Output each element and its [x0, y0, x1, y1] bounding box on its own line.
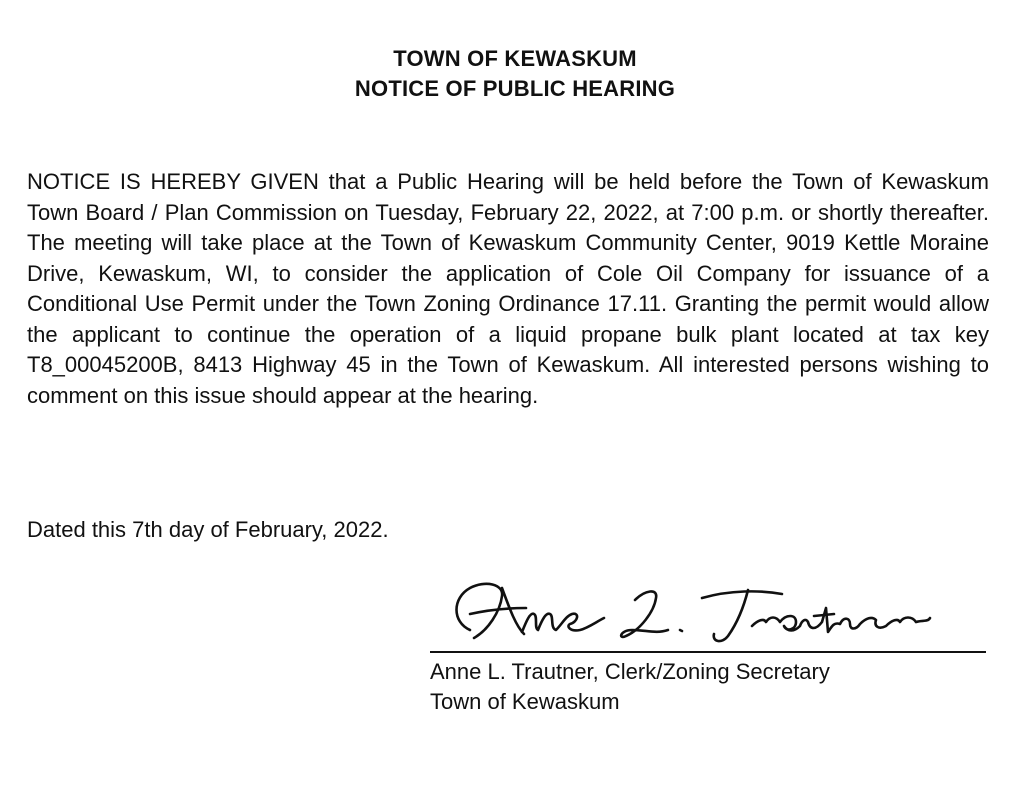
signer-organization: Town of Kewaskum	[430, 689, 620, 714]
town-title: TOWN OF KEWASKUM	[393, 46, 637, 71]
signature-line	[430, 651, 986, 653]
signer-block	[430, 657, 830, 717]
notice-title: NOTICE OF PUBLIC HEARING	[354, 76, 676, 101]
notice-body: NOTICE IS HEREBY GIVEN that a Public Hearing will be held before the Town of Kewaskum Town Board / Plan Commission on Tuesday, February 22, 2022, at 7:00 p.m. or shortly thereafter. The meeting will take place at the Town of Kewaskum Community Center, 9019 Kettle Moraine Drive, Kewaskum, WI, to consider the application of Cole Oil Company for issuance of a Conditional Use Permit under the Town Zoning Ordinance 17.11. Granting the permit would allow the applicant to continue the operation of a liquid propane bulk plant located at tax key T8_00045200B, 8413 Highway 45 in the Town of Kewaskum. All interested persons wishing to comment on this issue should appear at the hearing.	[27, 169, 989, 408]
dated-line: Dated this 7th day of February, 2022.	[27, 517, 389, 542]
signer-name-title: Anne L. Trautner, Clerk/Zoning Secretary	[430, 659, 830, 684]
notice-header	[0, 44, 1024, 104]
handwritten-signature	[430, 560, 990, 655]
